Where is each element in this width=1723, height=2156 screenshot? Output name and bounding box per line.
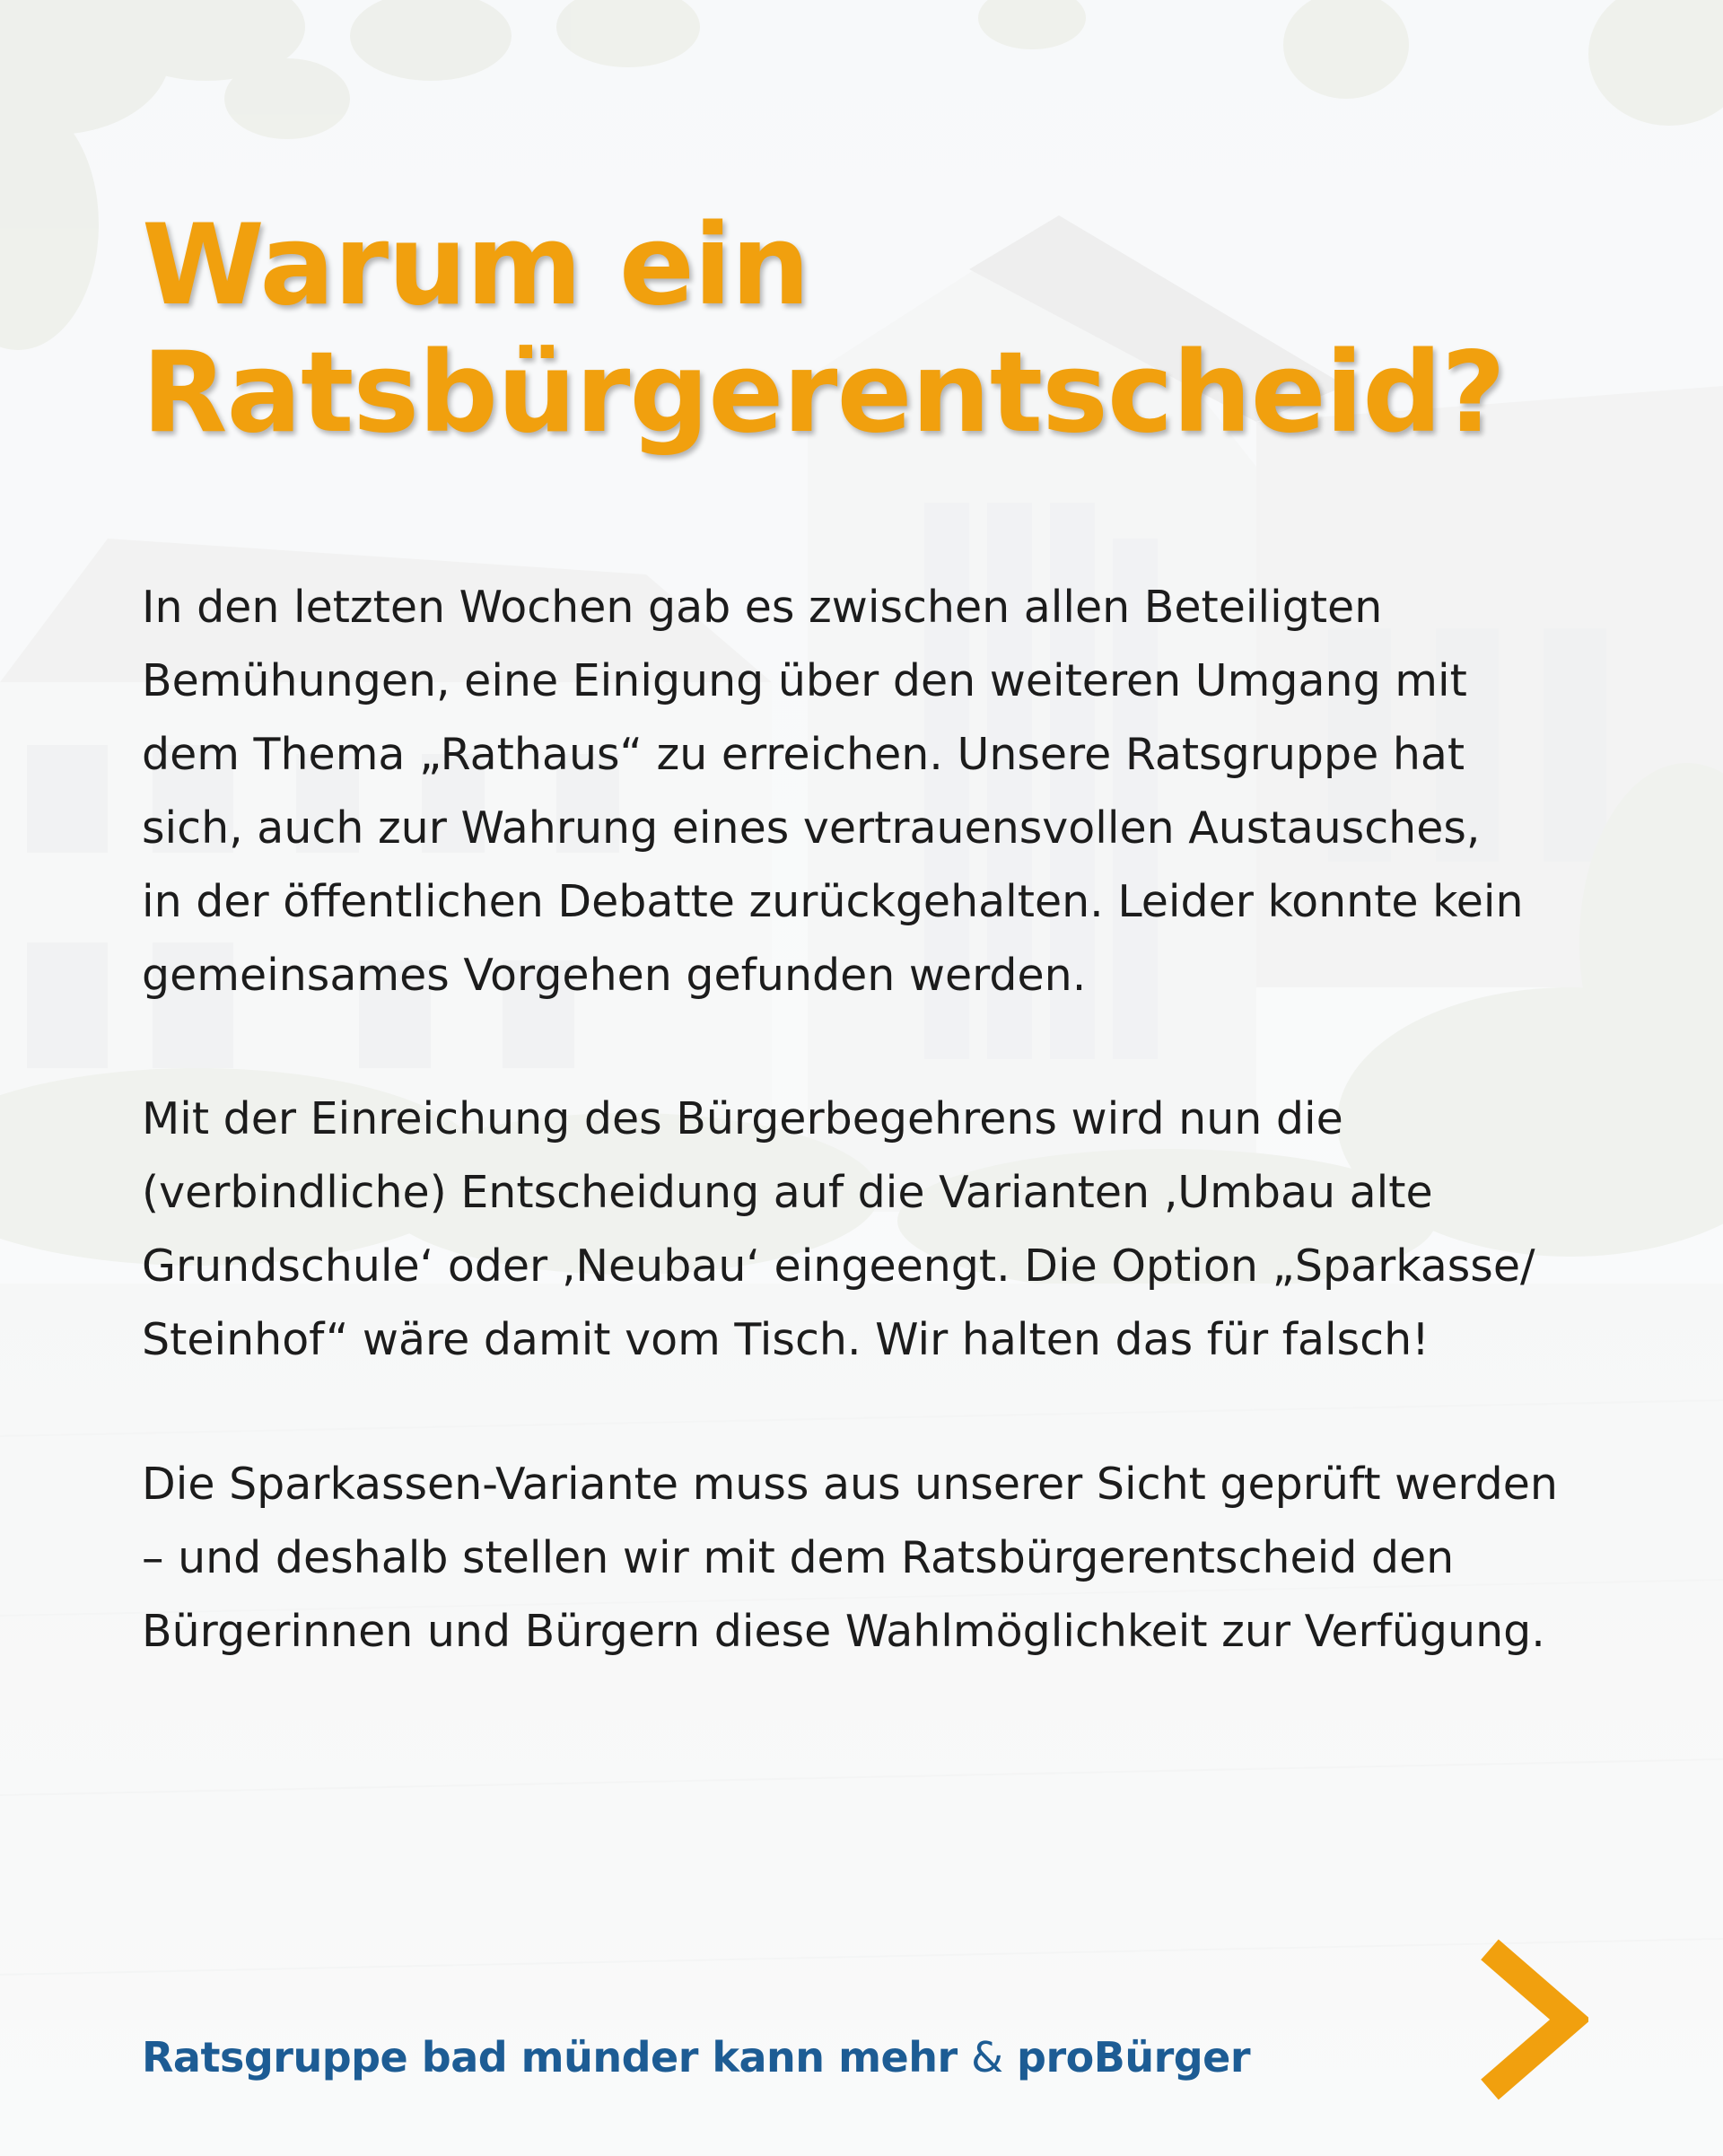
paragraph-line: – und deshalb stellen wir mit dem Ratsbürgerentscheid den xyxy=(142,1532,1455,1583)
paragraph-3 xyxy=(142,1448,1596,1669)
paragraph-line: (verbindliche) Entscheidung auf die Varianten ‚Umbau alte xyxy=(142,1167,1433,1218)
paragraph-line: Mit der Einreichung des Bürgerbegehrens wird nun die xyxy=(142,1093,1343,1144)
chevron-right-icon[interactable] xyxy=(1472,1939,1588,2100)
paragraph-line: In den letzten Wochen gab es zwischen allen Beteiligten xyxy=(142,582,1383,633)
title-line-2: Ratsbürgerentscheid? xyxy=(142,329,1505,458)
footer-group-2: proBürger xyxy=(1017,2033,1251,2082)
page-title xyxy=(142,202,1596,457)
paragraph-line: in der öffentlichen Debatte zurückgehalten. Leider konnte kein xyxy=(142,876,1524,927)
title-line-1: Warum ein xyxy=(142,201,809,330)
paragraph-line: Bürgerinnen und Bürgern diese Wahlmöglichkeit zur Verfügung. xyxy=(142,1606,1545,1657)
paragraph-line: dem Thema „Rathaus“ zu erreichen. Unsere Ratsgruppe hat xyxy=(142,729,1465,780)
footer-signature xyxy=(142,2030,1250,2084)
paragraph-line: Grundschule‘ oder ‚Neubau‘ eingeengt. Die Option „Sparkasse/ xyxy=(142,1240,1535,1292)
paragraph-line: Steinhof“ wäre damit vom Tisch. Wir halten das für falsch! xyxy=(142,1314,1430,1365)
paragraph-2 xyxy=(142,1082,1596,1377)
paragraph-line: sich, auch zur Wahrung eines vertrauensvollen Austausches, xyxy=(142,802,1481,854)
paragraph-line: gemeinsames Vorgehen gefunden werden. xyxy=(142,950,1087,1001)
footer-group-1: Ratsgruppe bad münder kann mehr xyxy=(142,2033,958,2082)
paragraph-line: Bemühungen, eine Einigung über den weiteren Umgang mit xyxy=(142,655,1467,706)
paragraph-line: Die Sparkassen-Variante muss aus unserer Sicht geprüft werden xyxy=(142,1459,1558,1510)
footer-ampersand: & xyxy=(971,2033,1003,2082)
paragraph-1 xyxy=(142,571,1596,1012)
